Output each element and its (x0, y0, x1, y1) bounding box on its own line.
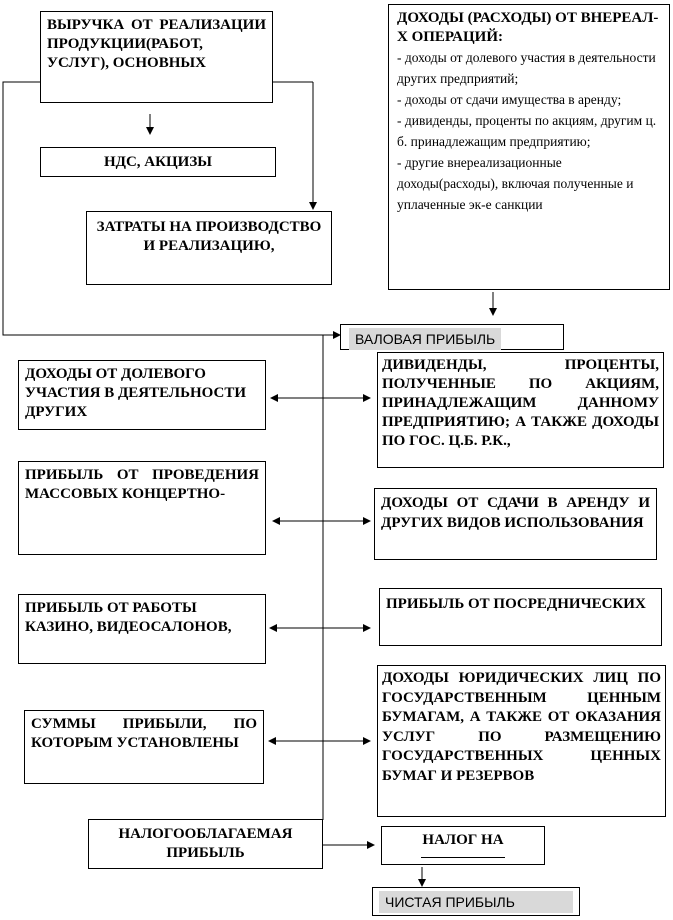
nonsales-title: ДОХОДЫ (РАСХОДЫ) ОТ ВНЕРЕАЛ-Х ОПЕРАЦИЙ: (397, 10, 659, 45)
left-box-casino: ПРИБЫЛЬ ОТ РАБОТЫ КАЗИНО, ВИДЕОСАЛОНОВ, (18, 594, 266, 664)
right-box-intermediary: ПРИБЫЛЬ ОТ ПОСРЕДНИЧЕСКИХ (379, 588, 662, 646)
right-box-dividends: ДИВИДЕНДЫ, ПРОЦЕНТЫ, ПОЛУЧЕННЫЕ ПО АКЦИЯМ, ПРИНАДЛЕЖАЩИМ ДАННОМУ ПРЕДПРИЯТИЮ; А ТАКЖЕ ДОХОДЫ ПО ГОС. Ц.Б. Р.К., (377, 352, 664, 468)
right-box-rent: ДОХОДЫ ОТ СДАЧИ В АРЕНДУ И ДРУГИХ ВИДОВ ИСПОЛЬЗОВАНИЯ (374, 488, 657, 560)
nonsales-item-3: - дивиденды, проценты по акциям, другим ц. б. принадлежащим предприятию; (397, 113, 657, 149)
gross-profit-box (340, 324, 564, 350)
vat-box: НДС, АКЦИЗЫ (40, 147, 276, 177)
tax-box: НАЛОГ НА (381, 826, 545, 865)
taxable-profit-box: НАЛОГООБЛАГАЕМАЯ ПРИБЫЛЬ (88, 819, 323, 869)
nonsales-item-4: - другие внереализационные доходы(расходы), включая полученные и уплаченные эк-е санкции (397, 155, 634, 212)
net-profit-label: ЧИСТАЯ ПРИБЫЛЬ (379, 891, 573, 913)
net-profit-box (372, 887, 580, 916)
tax-box-underline (421, 857, 505, 858)
gross-profit-label: ВАЛОВАЯ ПРИБЫЛЬ (349, 328, 501, 350)
costs-box: ЗАТРАТЫ НА ПРОИЗВОДСТВО И РЕАЛИЗАЦИЮ, (86, 211, 332, 285)
revenue-box: ВЫРУЧКА ОТ РЕАЛИЗАЦИИ ПРОДУКЦИИ(РАБОТ, УСЛУГ), ОСНОВНЫХ (40, 11, 273, 103)
left-box-sums: СУММЫ ПРИБЫЛИ, ПО КОТОРЫМ УСТАНОВЛЕНЫ (24, 710, 264, 784)
left-box-equity: ДОХОДЫ ОТ ДОЛЕВОГО УЧАСТИЯ В ДЕЯТЕЛЬНОСТИ ДРУГИХ (18, 360, 266, 430)
line-revenue-gross (3, 82, 340, 335)
nonsales-box (388, 4, 670, 290)
nonsales-item-2: - доходы от сдачи имущества в аренду; (397, 92, 622, 107)
left-box-concerts: ПРИБЫЛЬ ОТ ПРОВЕДЕНИЯ МАССОВЫХ КОНЦЕРТНО- (18, 461, 266, 555)
right-box-securities: ДОХОДЫ ЮРИДИЧЕСКИХ ЛИЦ ПО ГОСУДАРСТВЕННЫМ ЦЕННЫМ БУМАГАМ, А ТАКЖЕ ОТ ОКАЗАНИЯ УСЛУГ ПО РАЗМЕЩЕНИЮ ГОСУДАРСТВЕННЫХ ЦЕННЫХ БУМАГ И РЕЗЕРВОВ (377, 665, 666, 817)
nonsales-item-1: - доходы от долевого участия в деятельности других предприятий; (397, 50, 656, 86)
